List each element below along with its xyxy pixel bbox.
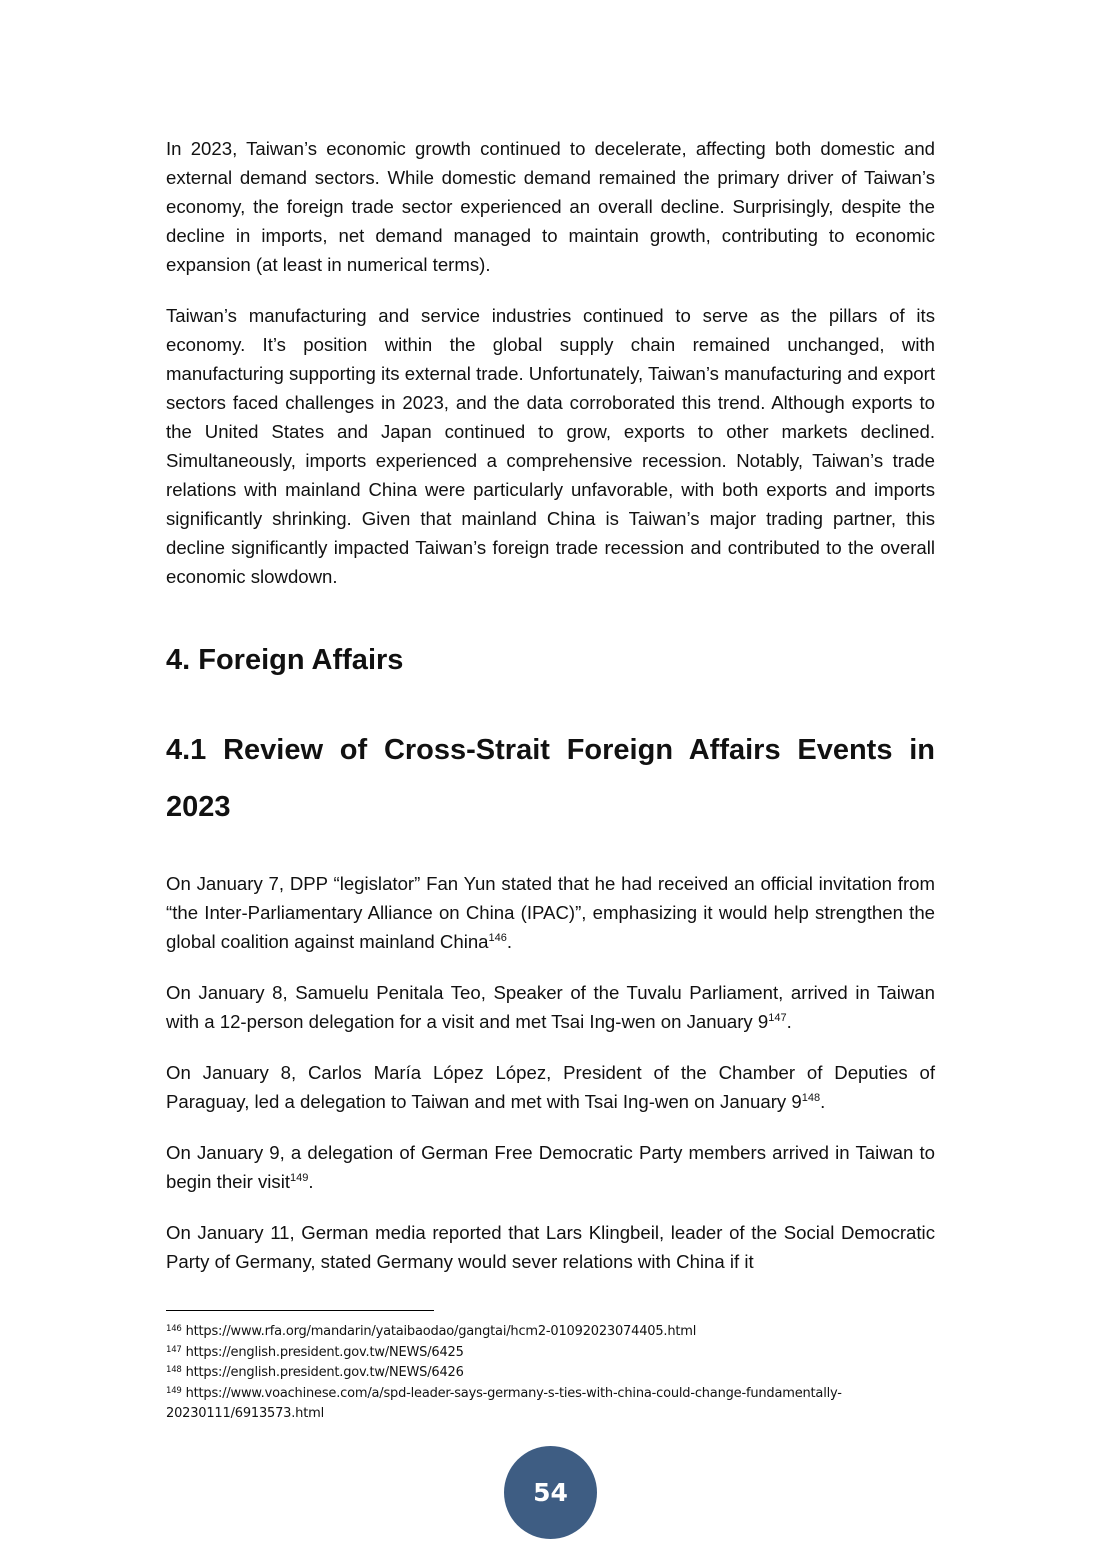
event-text: On January 9, a delegation of German Free Democratic Party members arrived in Taiwan to begin their visit <box>166 1142 935 1192</box>
footnote-number: 148 <box>166 1365 182 1375</box>
subsection-heading: 4.1 Review of Cross-Strait Foreign Affairs Events in 2023 <box>166 734 935 823</box>
footnote <box>166 1322 936 1343</box>
page-content <box>166 134 935 1276</box>
event-paragraph <box>166 1218 935 1276</box>
event-text-end: . <box>506 931 513 952</box>
footnote-link[interactable]: https://www.voachinese.com/a/spd-leader-says-germany-s-ties-with-china-could-change-fundamentally-20230111/6913573.html <box>166 1385 842 1421</box>
footnote-reference[interactable]: 149 <box>290 1172 309 1184</box>
event-text: On January 8, Samuelu Penitala Teo, Speaker of the Tuvalu Parliament, arrived in Taiwan with a 12-person delegation for a visit and met Tsai Ing-wen on January 9 <box>166 982 935 1032</box>
footnote-link[interactable]: https://www.rfa.org/mandarin/yataibaodao/gangtai/hcm2-01092023074405.html <box>185 1324 697 1339</box>
footnote-separator <box>166 1310 434 1311</box>
section-heading: 4. Foreign Affairs <box>166 644 404 676</box>
event-text: On January 11, German media reported that Lars Klingbeil, leader of the Social Democratic Party of Germany, stated Germany would sever relations with China if it <box>166 1222 935 1272</box>
footnote-reference[interactable]: 148 <box>801 1092 821 1104</box>
footnote <box>166 1384 936 1425</box>
event-paragraph <box>166 869 935 956</box>
footnote-reference[interactable]: 147 <box>768 1012 787 1024</box>
footnote-reference[interactable]: 146 <box>488 932 507 944</box>
footnote-number: 147 <box>166 1344 182 1355</box>
footnotes <box>166 1322 936 1425</box>
footnote <box>166 1343 936 1364</box>
event-paragraph <box>166 1058 935 1116</box>
event-paragraph <box>166 1138 935 1196</box>
body-paragraph: Taiwan’s manufacturing and service industries continued to serve as the pillars of its economy. It’s position within the global supply chain remained unchanged, with manufacturing supporting its external trade. Unfortunately, Taiwan’s manufacturing and export sectors faced challenges in 2023, and the data corroborated this trend. Although exports to the United States and Japan continued to grow, exports to other markets declined. Simultaneously, imports experienced a comprehensive recession. Notably, Taiwan’s trade relations with mainland China were particularly unfavorable, with both exports and imports significantly shrinking. Given that mainland China is Taiwan’s major trading partner, this decline significantly impacted Taiwan’s foreign trade recession and contributed to the overall economic slowdown. <box>166 305 935 587</box>
footnote <box>166 1363 936 1384</box>
footnote-number: 146 <box>166 1324 182 1334</box>
footnote-link[interactable]: https://english.president.gov.tw/NEWS/6426 <box>185 1365 464 1380</box>
page-number-badge: 54 <box>504 1446 597 1539</box>
event-text-end: . <box>308 1171 314 1192</box>
event-text: On January 8, Carlos María López López, President of the Chamber of Deputies of Paraguay, led a delegation to Taiwan and met with Tsai Ing-wen on January 9 <box>166 1062 935 1112</box>
footnote-link[interactable]: https://english.president.gov.tw/NEWS/6425 <box>185 1344 464 1360</box>
event-text-end: . <box>820 1091 826 1112</box>
body-paragraph: In 2023, Taiwan’s economic growth continued to decelerate, affecting both domestic and external demand sectors. While domestic demand remained the primary driver of Taiwan’s economy, the foreign trade sector experienced an overall decline. Surprisingly, despite the decline in imports, net demand managed to maintain growth, contributing to economic expansion (at least in numerical terms). <box>166 138 935 275</box>
event-text-end: . <box>786 1011 792 1032</box>
event-paragraph <box>166 978 935 1036</box>
footnote-number: 149 <box>166 1385 182 1396</box>
event-text: On January 7, DPP “legislator” Fan Yun stated that he had received an official invitation from “the Inter-Parliamentary Alliance on China (IPAC)”, emphasizing it would help strengthen the global coalition against mainland China <box>166 873 935 952</box>
